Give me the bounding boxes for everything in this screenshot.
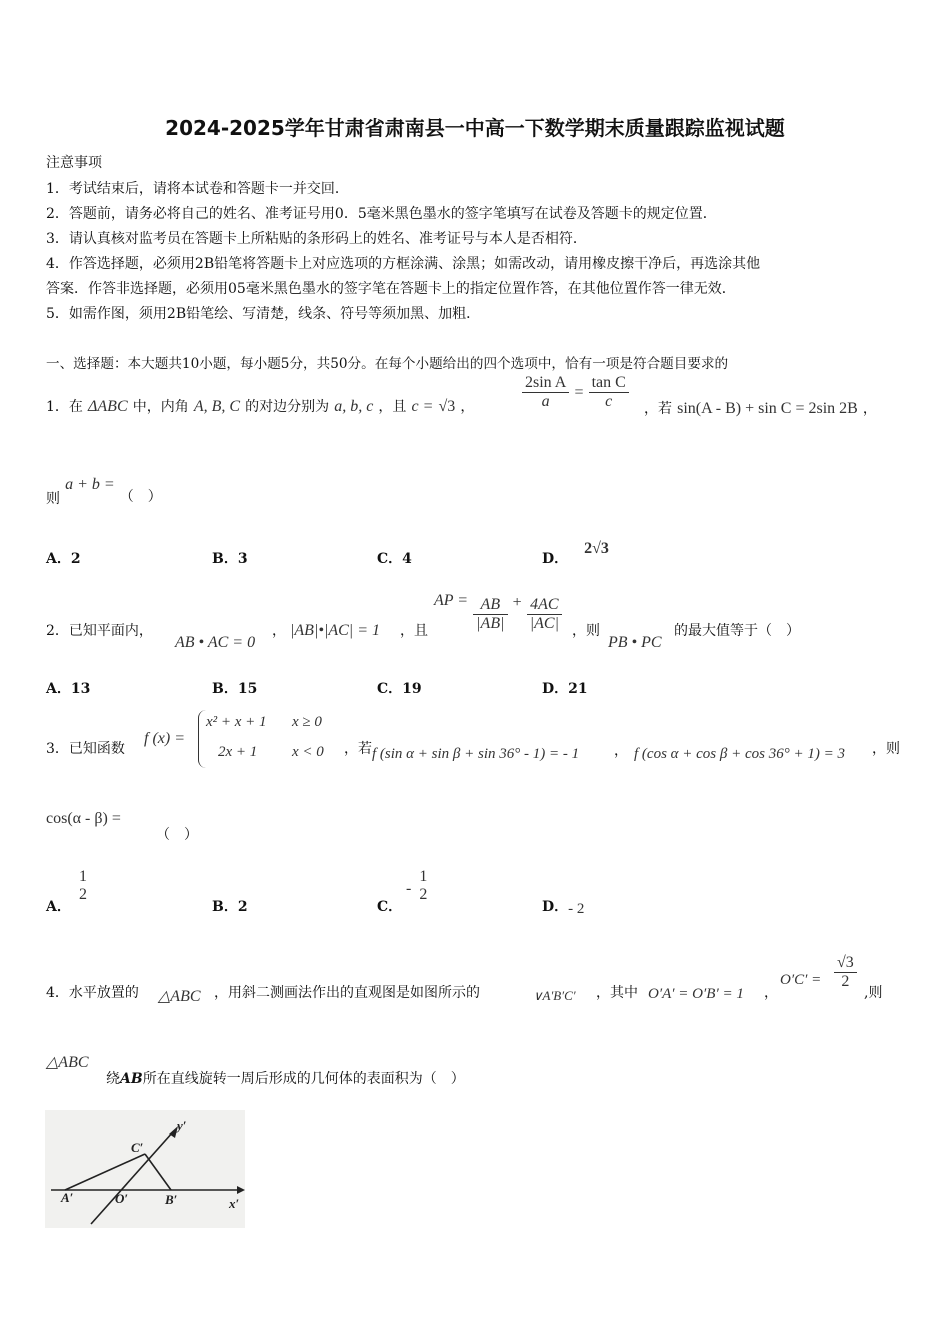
q4-lengths: O′A′ = O′B′ = 1 [648,986,744,1002]
q1-fraction-equation [522,374,629,411]
label-b: B′ [165,1192,178,1207]
q2-fraction-1 [473,596,507,633]
q2-dot-product: AB • AC = 0 [175,634,256,651]
q4-intuitive-triangle: ∨A′B′C′ [533,988,576,1003]
q2-plus: + [512,594,522,611]
fraction-num: √3 [834,954,857,973]
q4-oc-eq: O′C′ = [780,972,822,988]
label-y: y′ [177,1118,187,1133]
segment-c-b [145,1154,171,1190]
q2-option-d[interactable] [542,678,588,698]
option-value: 2√3 [584,540,609,557]
q4-text: ， [764,985,778,1001]
fraction-num: 1 [419,868,428,885]
q3-case-2: 2x + 1 [218,744,258,760]
q4-triangle-2: △ABC [46,1054,89,1071]
q1-equals: = [574,384,584,401]
q1-text: 则 [46,491,60,507]
q3-case-1: x² + x + 1 [206,714,267,730]
fraction-den: 2 [419,886,428,903]
option-value: 13 [70,681,91,697]
q1-text: ，且 [378,399,407,415]
option-value: 2 [237,899,248,915]
q4-triangle: △ABC [158,988,201,1005]
q2-fraction-2-num: 4AC [527,596,562,615]
q1-sides: a, b, c [334,398,374,415]
segment-a-c [65,1154,145,1190]
q4-text: ,则 [864,985,883,1001]
q1-text: 中，内角 [132,399,189,415]
q1-triangle: ΔABC [88,398,128,415]
x-axis-arrow-icon [237,1186,245,1194]
option-label: B． [212,551,238,567]
option-value: 4 [402,551,412,567]
q2-fraction-1-den: |AB| [476,615,505,632]
q4-number: 4．水平放置的 [46,985,139,1001]
q1-fraction-2-num: tan C [589,374,629,393]
option-label: C． [377,899,403,915]
q3-option-c-fraction [406,868,430,904]
label-a: A′ [61,1190,74,1205]
q1-option-b[interactable] [212,548,248,568]
notes-heading: 注意事项 [46,155,102,171]
q1-angles: A, B, C [193,398,241,415]
q2-pb-pc: PB • PC [608,634,662,651]
fraction-num: 1 [79,868,87,885]
note-item-5: 答案．作答非选择题，必须用05毫米黑色墨水的签字笔在答题卡上的指定位置作答，在其他位置作答一律无效． [46,281,736,297]
option-label: B． [212,681,238,697]
note-item-3: 3．请认真核对监考员在答题卡上所粘贴的条形码上的姓名、准考证号与本人是否相符． [46,231,587,247]
q1-text: ， [862,401,877,417]
q1-fraction-2-den: c [605,393,613,410]
q4-diagram [45,1110,245,1228]
option-label: D． [542,681,569,697]
option-label: B． [212,899,238,915]
q1-fraction-1 [522,374,569,411]
q1-ask-expr: a + b = [65,476,115,493]
q1-text: ，若 [644,401,672,417]
q3-case-2-cond: x < 0 [292,744,324,760]
option-value: 3 [237,551,248,567]
q3-number: 3．已知函数 [46,741,125,757]
option-value: - 2 [568,901,585,917]
q1-fraction-1-num: 2sin A [522,374,569,393]
q2-ap-expression [434,592,562,633]
q4-line-2 [106,1068,465,1088]
q2-fraction-2 [527,596,562,633]
q2-option-b[interactable] [212,678,257,698]
q4-figure [45,1110,245,1228]
option-value: 21 [568,681,588,697]
note-item-6: 5．如需作图，须用2B铅笔绘、写清楚，线条、符号等须加黑、加粗． [46,306,481,322]
minus-sign: - [406,879,412,897]
q1-answer-paren: （ ） [119,489,162,505]
q2-option-a[interactable] [46,678,90,698]
question-1-line-2 [46,474,162,507]
q2-text: ，则 [572,623,600,639]
label-x: x′ [229,1196,240,1211]
q3-text: ，则 [872,741,900,757]
note-item-4: 4．作答选择题，必须用2B铅笔将答题卡上对应选项的方框涂满、涂黑；如需改动，请用橡皮擦干净后，再选涂其他 [46,256,761,272]
q4-axis-ab: AB [120,1071,143,1087]
q1-option-a[interactable] [46,548,81,568]
option-label: A． [46,681,71,697]
option-value: 19 [402,681,422,697]
page-title: 2024-2025学年甘肃省肃南县一中高一下数学期末质量跟踪监视试题 [165,116,785,140]
q2-option-c[interactable] [377,678,422,698]
q3-option-a-fraction [76,868,90,904]
q3-text: ， [614,743,628,759]
q1-option-d[interactable] [542,540,609,568]
q4-text: 绕 [106,1071,120,1087]
q4-text: ，用斜二测画法作出的直观图是如图所示的 [214,985,480,1001]
q2-fraction-1-num: AB [473,596,507,615]
label-o: O′ [115,1191,129,1206]
q3-text: ，若 [344,741,372,757]
q2-fraction-2-den: |AC| [529,615,559,632]
q2-ap: AP = [434,592,469,609]
q1-sqrt3: √3 [438,398,456,415]
q3-ask-expr: cos(α - β) = [46,810,121,827]
option-label: C． [377,551,403,567]
option-label: A． [46,899,71,915]
q3-option-a[interactable] [46,896,71,916]
q1-fraction-2 [589,374,629,411]
fraction [416,868,430,904]
q1-condition [644,398,877,418]
fraction-den: 2 [79,886,87,903]
fraction-den: 2 [841,973,850,990]
option-label: D． [542,899,569,915]
q1-c-eq: c = [411,398,434,415]
q2-number: 2．已知平面内， [46,623,153,639]
q1-text: 的对边分别为 [245,399,330,415]
q3-answer-paren: （ ） [156,827,198,843]
fraction [834,954,857,991]
option-value: 15 [237,681,258,697]
q4-text: ，其中 [596,985,638,1001]
q4-fraction [834,954,857,991]
option-label: A． [46,551,71,567]
question-1-line-1 [46,396,474,416]
q1-option-c[interactable] [377,548,412,568]
q3-function-name: f (x) = [144,730,185,747]
label-c: C′ [131,1140,144,1155]
q2-text: 的最大值等于（ ） [674,623,800,639]
q3-option-d[interactable] [542,896,584,916]
q2-magnitude-product: |AB|•|AC| = 1 [290,622,380,639]
q3-option-b[interactable] [212,896,248,916]
q3-condition-2: f (cos α + cos β + cos 36° + 1) = 3 [634,746,845,762]
q1-condition-expr: sin(A - B) + sin C = 2sin 2B [677,400,858,417]
q1-number: 1．在 [46,399,83,415]
note-item-1: 1．考试结束后，请将本试卷和答题卡一并交回． [46,181,349,197]
fraction [76,868,90,904]
q3-condition-1: f (sin α + sin β + sin 36° - 1) = - 1 [372,746,580,762]
q1-text: ， [460,399,475,415]
section-heading: 一、选择题：本大题共10小题，每小题5分，共50分。在每个小题给出的四个选项中，恰有一项是符合题目要求的 [46,356,729,372]
q3-case-1-cond: x ≥ 0 [292,714,322,730]
q2-text: ， [272,623,286,639]
q4-text: 所在直线旋转一周后形成的几何体的表面积为（ ） [142,1071,465,1087]
q2-text: ，且 [400,623,428,639]
option-label: D． [542,551,569,567]
q3-option-c[interactable] [377,896,402,916]
option-value: 2 [70,551,81,567]
note-item-2: 2．答题前，请务必将自己的姓名、准考证号用0．5毫米黑色墨水的签字笔填写在试卷及答题卡的规定位置． [46,206,717,222]
q1-fraction-1-den: a [541,393,550,410]
option-label: C． [377,681,403,697]
